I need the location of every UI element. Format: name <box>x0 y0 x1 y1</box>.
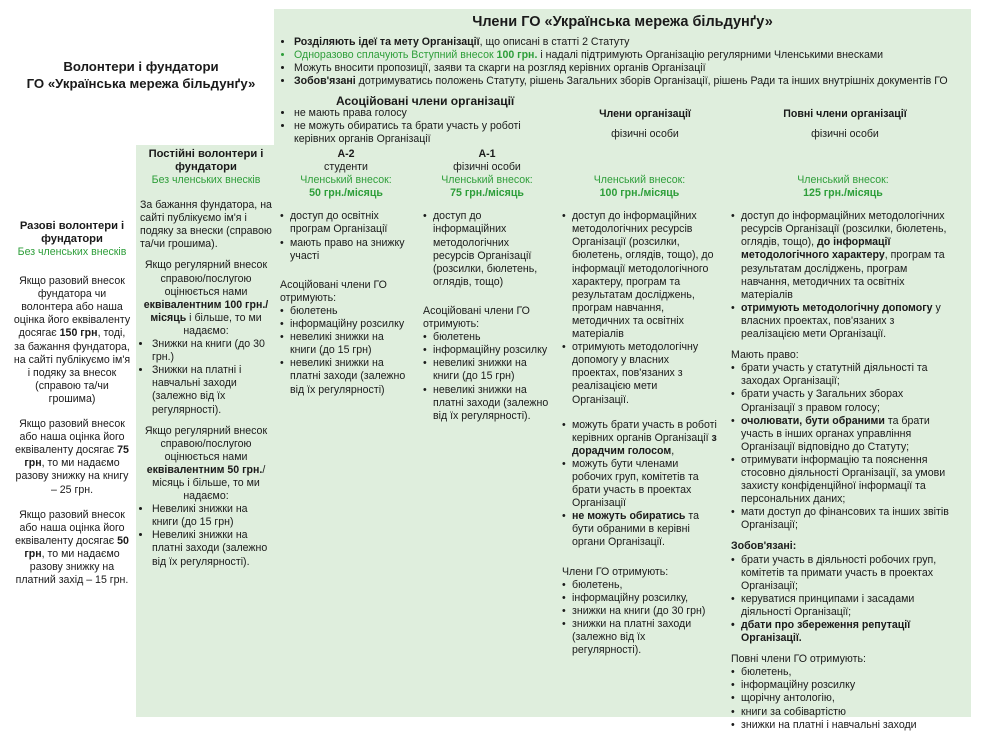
permanent-regular50-list <box>140 503 272 568</box>
right-item: • брати участь у Загальних зборах Організації з правом голосу; <box>731 388 955 414</box>
permanent-fee: Без членських внесків <box>151 174 261 186</box>
receive-item: • інформаційну розсилку <box>280 318 412 331</box>
onetime-p2: Якщо разовий внесок або наша оцінка його еквіваленту досягає 75 грн, то ми надаємо разову знижку на книгу – 25 грн. <box>15 418 129 496</box>
receive-item: • невеликі знижки на книги (до 15 грн) <box>423 357 551 383</box>
governance-item: • можуть бути членами робочих груп, комітетів та брати участь в проектах Організації <box>562 458 717 510</box>
a1-column <box>423 148 551 423</box>
a2-column <box>280 148 412 397</box>
right-item: • брати участь у статутній діяльності та заходах Організації; <box>731 362 955 388</box>
right-item: • доступ до інформаційних методологічних ресурсів Організації (розсилки, бюлетень, оглядів, тощо), до інформації методологічного характеру, програм та результатам досліджень, програм навчання, методичних та освітніх матеріалів <box>562 210 717 341</box>
a1-fee-label: Членський внесок: <box>441 174 533 187</box>
a1-rights <box>423 210 551 289</box>
receive-item: • невеликі знижки на платні заходи (залежно від їх регулярності) <box>280 357 412 396</box>
full-duties-title: Зобов'язані: <box>731 540 797 553</box>
onetime-title: Разові волонтери і фундатори <box>19 220 125 245</box>
receive-item: • знижки на платні заходи (залежно від їх регулярності). <box>562 618 717 657</box>
a1-code: А-1 <box>478 148 496 160</box>
members-col-title: Члени організації <box>599 108 691 120</box>
receive-item: • інформаційну розсилку <box>731 679 955 692</box>
full-receive-list <box>731 666 955 731</box>
member-rights <box>562 210 717 406</box>
right-item: • отримувати інформацію та пояснення стосовно діяльності Організації, за умови захисту конфіденційної інформації та персональних даних; <box>731 454 955 506</box>
right-item: • отримують методологічну допомогу у власних проектах, пов'язаних з реалізацією мети Організації. <box>562 341 717 406</box>
member-column <box>562 174 717 657</box>
right-item: • мати доступ до фінансових та інших звітів Організації; <box>731 506 955 532</box>
a2-who: студенти <box>324 161 368 174</box>
a2-receive-list <box>280 305 412 397</box>
receive-item: • книги за собівартістю <box>731 706 955 719</box>
members-title: Члени ГО «Українська мережа більдунґу» <box>472 14 773 30</box>
permanent-title: Постійні волонтери і фундатори <box>148 148 264 173</box>
receive-item: • бюлетень, <box>562 579 717 592</box>
associated-rule: • не мають права голосу <box>294 107 559 120</box>
governance-item: • не можуть обиратись та бути обраними в керівні органи Організації. <box>562 510 717 549</box>
receive-item: • бюлетень <box>280 305 412 318</box>
member-fee-label: Членський внесок: <box>593 174 686 186</box>
a2-fee-value: 50 грн./місяць <box>309 187 383 200</box>
duty-item: • керуватися принципами і засадами діяльності Організації; <box>731 593 955 619</box>
associated-rule: • не можуть обиратись та брати участь у роботі керівних органів Організації <box>294 120 559 146</box>
full-fee-label: Членський внесок: <box>797 174 889 186</box>
permanent-column <box>140 148 272 569</box>
a1-receive-title: Асоційовані члени ГО отримують: <box>423 304 530 331</box>
full-duties-list <box>731 554 955 646</box>
benefit-item: • Невеликі знижки на книги (до 15 грн) <box>152 503 272 529</box>
members-conditions <box>282 36 979 88</box>
receive-item: • бюлетень <box>423 331 551 344</box>
a1-fee-value: 75 грн./місяць <box>450 187 524 200</box>
right-item: • доступ до інформаційних методологічних ресурсів Організації (розсилки, бюлетень, оглядів, тощо), до інформації методологічного характеру, програм та результатам досліджень, програм навчання, методичних та освітніх матеріалів <box>731 210 955 302</box>
volunteers-title <box>10 58 272 92</box>
full-col-title: Повні члени організації <box>783 108 907 120</box>
condition-item: • Розділяють ідеї та мету Організації, що описані в статті 2 Статуту <box>294 36 979 49</box>
condition-item: • Одноразово сплачують Вступний внесок 100 грн. і надалі підтримують Організацію регулярними Членськими внесками <box>294 49 979 62</box>
onetime-p1: Якщо разовий внесок фундатора чи волонтера або наша оцінка його еквіваленту досягає 150 грн, тоді, за бажання фундатора, на сайті публікуємо ім'я і подяку за внесок (справою та/чи грошима) <box>13 275 131 405</box>
benefit-item: • Знижки на книги (до 30 грн.) <box>152 338 272 364</box>
duty-item: • дбати про збереження репутації Організації. <box>731 619 955 645</box>
member-receive-list <box>562 579 717 658</box>
a2-code: А-2 <box>337 148 355 160</box>
a1-who: фізичні особи <box>453 161 521 174</box>
receive-item: • знижки на платні і навчальні заходи <box>731 719 955 732</box>
receive-item: • невеликі знижки на платні заходи (залежно від їх регулярності). <box>423 384 551 423</box>
right-item: • мають право на знижку участі <box>280 237 412 263</box>
benefit-item: • Невеликі знижки на платні заходи (залежно від їх регулярності). <box>152 529 272 568</box>
members-col-subtitle: фізичні особи <box>611 128 679 140</box>
full-receive-title: Повні члени ГО отримують: <box>731 653 866 666</box>
receive-item: • бюлетень, <box>731 666 955 679</box>
condition-item: • Зобов'язані дотримуватись положень Статуту, рішень Загальних зборів Організації, рішень Ради та інших внутрішніх документів ГО <box>294 75 979 88</box>
right-item: • доступ до освітніх програм Організації <box>280 210 412 236</box>
permanent-regular100: Якщо регулярний внесок справою/послугою оцінюється нами еквівалентним 100 грн./місяць і більше, то ми надаємо: <box>143 259 269 337</box>
duty-item: • брати участь в діяльності робочих груп, комітетів та примати участь в проектах Організації; <box>731 554 955 593</box>
permanent-regular50: Якщо регулярний внесок справою/послугою оцінюється нами еквівалентним 50 грн./місяць і більше, то ми надаємо: <box>144 424 268 503</box>
a2-rights <box>280 210 412 262</box>
associated-rules <box>282 107 559 146</box>
permanent-intro: За бажання фундатора, на сайті публікуємо ім'я і подяку за внески (справою та/чи грошима). <box>140 199 272 251</box>
onetime-p3: Якщо разовий внесок або наша оцінка його еквіваленту досягає 50 грн, то ми надаємо разову знижку на платний захід – 15 грн. <box>15 508 129 587</box>
member-governance <box>562 419 717 550</box>
associated-title: Асоційовані члени організації <box>336 94 515 108</box>
benefit-item: • Знижки на платні і навчальні заходи (залежно від їх регулярності). <box>152 364 272 416</box>
full-access <box>731 210 955 341</box>
member-fee-value: 100 грн./місяць <box>599 187 680 200</box>
member-receive-title: Члени ГО отримують: <box>562 565 669 578</box>
volunteers-title-line2: ГО «Українська мережа більдунґу» <box>26 76 256 91</box>
governance-item: • можуть брати участь в роботі керівних органів Організації з дорадчим голосом, <box>562 419 717 458</box>
receive-item: • інформаційну розсилку, <box>562 592 717 605</box>
a2-fee-label: Членський внесок: <box>300 174 392 187</box>
onetime-column <box>12 220 132 595</box>
condition-item: • Можуть вносити пропозиції, заяви та скарги на розгляд керівних органів Організації <box>294 62 979 75</box>
onetime-fee: Без членських внесків <box>17 246 127 258</box>
full-fee-value: 125 грн./місяць <box>803 187 883 200</box>
a2-receive-title: Асоційовані члени ГО отримують: <box>280 278 387 304</box>
right-item: • отримують методологічну допомогу у власних проектах, пов'язаних з реалізацією мети Організації. <box>731 302 955 341</box>
receive-item: • знижки на книги (до 30 грн) <box>562 605 717 618</box>
receive-item: • щорічну антологію, <box>731 692 955 705</box>
a1-receive-list <box>423 331 551 423</box>
right-item: • очолювати, бути обраними та брати участь в інших органах управління Організації відповідно до Статуту; <box>731 415 955 454</box>
full-rights-title: Мають право: <box>731 349 799 362</box>
full-column <box>731 174 955 732</box>
permanent-regular100-list <box>140 338 272 417</box>
receive-item: • невеликі знижки на книги (до 15 грн) <box>280 331 412 357</box>
volunteers-title-line1: Волонтери і фундатори <box>63 59 219 74</box>
full-col-subtitle: фізичні особи <box>811 128 879 140</box>
full-rights-list <box>731 362 955 532</box>
right-item: • доступ до інформаційних методологічних ресурсів Організації (розсилки, бюлетень, оглядів, тощо) <box>423 210 551 289</box>
receive-item: • інформаційну розсилку <box>423 344 551 357</box>
